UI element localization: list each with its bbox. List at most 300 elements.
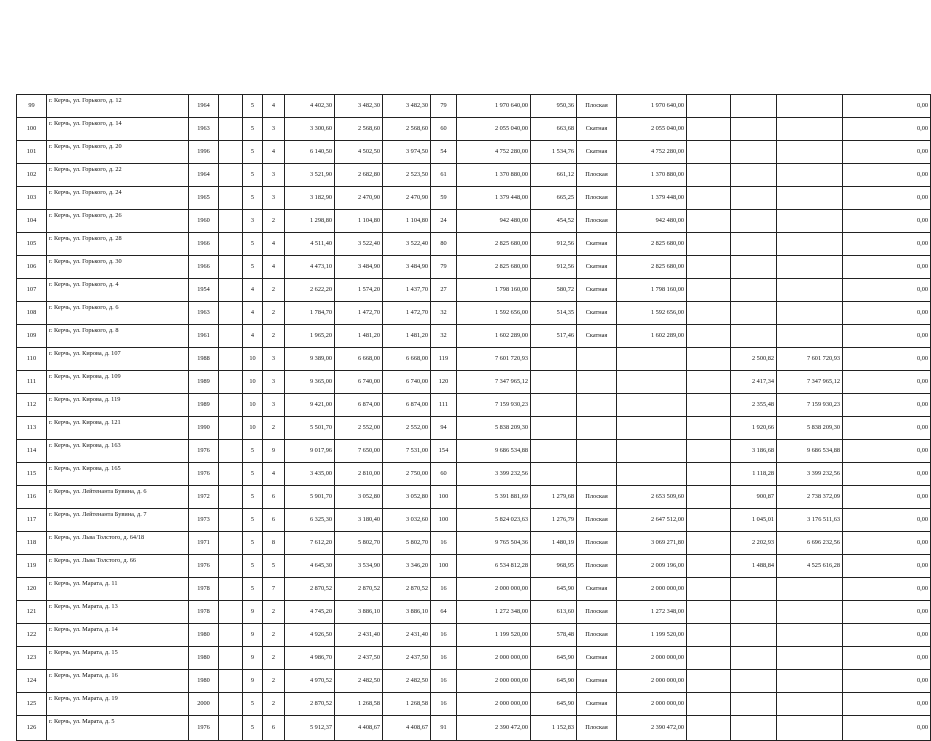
table-row [17, 394, 931, 417]
cell-c14 [687, 141, 731, 164]
cell-c6: 4 970,52 [285, 670, 335, 693]
cell-c3 [219, 624, 243, 647]
cell-year: 1978 [189, 578, 219, 601]
cell-c4: 5 [243, 187, 263, 210]
cell-c6: 2 870,52 [285, 693, 335, 716]
cell-c15 [731, 325, 777, 348]
cell-c9: 79 [431, 256, 457, 279]
table-row [17, 624, 931, 647]
cell-c7: 4 502,50 [335, 141, 383, 164]
cell-c7: 1 104,80 [335, 210, 383, 233]
cell-n: 105 [17, 233, 47, 256]
cell-c6: 6 140,50 [285, 141, 335, 164]
table-row [17, 440, 931, 463]
table-row [17, 509, 931, 532]
cell-c12: Скатная [577, 233, 617, 256]
cell-c4: 5 [243, 118, 263, 141]
cell-year: 1990 [189, 417, 219, 440]
cell-addr: г. Керчь, ул. Льва Толстого, д. 64/18 [47, 532, 189, 555]
cell-year: 1980 [189, 670, 219, 693]
cell-c7: 3 522,40 [335, 233, 383, 256]
cell-c4: 5 [243, 233, 263, 256]
cell-addr: г. Керчь, ул. Марата, д. 5 [47, 716, 189, 741]
cell-c17: 0,00 [843, 601, 931, 624]
cell-year: 1976 [189, 555, 219, 578]
cell-c9: 16 [431, 624, 457, 647]
table-body [17, 95, 931, 741]
cell-n: 102 [17, 164, 47, 187]
cell-c15: 1 045,01 [731, 509, 777, 532]
cell-year: 1996 [189, 141, 219, 164]
cell-c12: Плоская [577, 509, 617, 532]
cell-c11: 661,12 [531, 164, 577, 187]
cell-addr: г. Керчь, ул. Горького, д. 8 [47, 325, 189, 348]
cell-c10: 7 159 930,23 [457, 394, 531, 417]
cell-c14 [687, 532, 731, 555]
cell-c17: 0,00 [843, 486, 931, 509]
cell-c15 [731, 256, 777, 279]
cell-c10: 1 602 289,00 [457, 325, 531, 348]
cell-c5: 2 [263, 417, 285, 440]
cell-c3 [219, 371, 243, 394]
cell-c13: 2 825 680,00 [617, 233, 687, 256]
cell-c13: 2 000 000,00 [617, 647, 687, 670]
cell-c17: 0,00 [843, 509, 931, 532]
cell-c5: 8 [263, 532, 285, 555]
cell-c7: 4 408,67 [335, 716, 383, 741]
cell-c5: 2 [263, 302, 285, 325]
cell-c3 [219, 693, 243, 716]
cell-c4: 5 [243, 164, 263, 187]
cell-c9: 16 [431, 670, 457, 693]
cell-year: 1978 [189, 601, 219, 624]
cell-n: 109 [17, 325, 47, 348]
cell-c17: 0,00 [843, 256, 931, 279]
cell-c13: 3 069 271,80 [617, 532, 687, 555]
cell-c13: 2 647 512,00 [617, 509, 687, 532]
cell-year: 1976 [189, 440, 219, 463]
cell-year: 1966 [189, 256, 219, 279]
cell-c9: 16 [431, 532, 457, 555]
cell-c6: 7 612,20 [285, 532, 335, 555]
cell-c6: 9 421,00 [285, 394, 335, 417]
table-row [17, 371, 931, 394]
cell-c16 [777, 647, 843, 670]
cell-addr: г. Керчь, ул. Горького, д. 12 [47, 95, 189, 118]
cell-c4: 10 [243, 371, 263, 394]
table-row [17, 647, 931, 670]
cell-c17: 0,00 [843, 440, 931, 463]
cell-c6: 9 365,00 [285, 371, 335, 394]
cell-c13 [617, 394, 687, 417]
cell-c10: 2 000 000,00 [457, 647, 531, 670]
cell-c8: 2 870,52 [383, 578, 431, 601]
cell-n: 115 [17, 463, 47, 486]
cell-c16: 7 347 965,12 [777, 371, 843, 394]
cell-c12: Скатная [577, 670, 617, 693]
cell-c8: 2 552,00 [383, 417, 431, 440]
cell-c7: 7 650,00 [335, 440, 383, 463]
cell-c5: 5 [263, 555, 285, 578]
table-row [17, 233, 931, 256]
cell-c11 [531, 394, 577, 417]
cell-c15 [731, 647, 777, 670]
cell-c11: 665,25 [531, 187, 577, 210]
cell-c13 [617, 463, 687, 486]
table-row [17, 325, 931, 348]
cell-c8: 1 481,20 [383, 325, 431, 348]
cell-n: 103 [17, 187, 47, 210]
cell-c17: 0,00 [843, 716, 931, 741]
table-row [17, 555, 931, 578]
cell-c12: Плоская [577, 486, 617, 509]
cell-c16 [777, 279, 843, 302]
cell-c10: 1 199 520,00 [457, 624, 531, 647]
cell-c4: 4 [243, 302, 263, 325]
cell-c6: 9 017,96 [285, 440, 335, 463]
cell-c5: 2 [263, 670, 285, 693]
cell-c14 [687, 417, 731, 440]
cell-c10: 2 390 472,00 [457, 716, 531, 741]
cell-c15: 2 417,34 [731, 371, 777, 394]
cell-c10: 942 480,00 [457, 210, 531, 233]
cell-c7: 3 180,40 [335, 509, 383, 532]
cell-c11: 1 279,68 [531, 486, 577, 509]
cell-c10: 9 686 534,88 [457, 440, 531, 463]
cell-c15: 900,87 [731, 486, 777, 509]
cell-c17: 0,00 [843, 279, 931, 302]
cell-c7: 5 802,70 [335, 532, 383, 555]
cell-c12: Скатная [577, 279, 617, 302]
cell-c14 [687, 95, 731, 118]
cell-c9: 100 [431, 509, 457, 532]
table-row [17, 463, 931, 486]
cell-c9: 60 [431, 118, 457, 141]
cell-c10: 1 970 640,00 [457, 95, 531, 118]
cell-c17: 0,00 [843, 325, 931, 348]
cell-c5: 4 [263, 141, 285, 164]
cell-c14 [687, 647, 731, 670]
cell-n: 126 [17, 716, 47, 741]
cell-c16 [777, 210, 843, 233]
cell-c17: 0,00 [843, 555, 931, 578]
cell-c15 [731, 233, 777, 256]
cell-c12 [577, 348, 617, 371]
cell-c15 [731, 118, 777, 141]
cell-c8: 1 437,70 [383, 279, 431, 302]
cell-year: 1989 [189, 394, 219, 417]
cell-addr: г. Керчь, ул. Кирова, д. 165 [47, 463, 189, 486]
cell-c11: 580,72 [531, 279, 577, 302]
cell-c12: Плоская [577, 624, 617, 647]
table-row [17, 601, 931, 624]
cell-c13: 2 000 000,00 [617, 693, 687, 716]
cell-c11 [531, 440, 577, 463]
cell-c9: 54 [431, 141, 457, 164]
cell-c10: 4 752 280,00 [457, 141, 531, 164]
cell-c8: 1 104,80 [383, 210, 431, 233]
cell-addr: г. Керчь, ул. Кирова, д. 121 [47, 417, 189, 440]
cell-c3 [219, 256, 243, 279]
cell-c4: 5 [243, 716, 263, 741]
cell-c15 [731, 670, 777, 693]
cell-c7: 1 472,70 [335, 302, 383, 325]
cell-addr: г. Керчь, ул. Марата, д. 19 [47, 693, 189, 716]
cell-c13: 942 480,00 [617, 210, 687, 233]
cell-c7: 6 740,00 [335, 371, 383, 394]
cell-c7: 1 268,58 [335, 693, 383, 716]
cell-c13: 1 199 520,00 [617, 624, 687, 647]
cell-c3 [219, 302, 243, 325]
cell-c5: 2 [263, 601, 285, 624]
cell-c9: 32 [431, 302, 457, 325]
cell-c7: 2 682,80 [335, 164, 383, 187]
cell-c4: 10 [243, 394, 263, 417]
cell-n: 101 [17, 141, 47, 164]
cell-addr: г. Керчь, ул. Горького, д. 14 [47, 118, 189, 141]
cell-c14 [687, 555, 731, 578]
cell-c9: 119 [431, 348, 457, 371]
cell-c9: 24 [431, 210, 457, 233]
cell-c8: 3 484,90 [383, 256, 431, 279]
cell-c13: 1 370 880,00 [617, 164, 687, 187]
cell-c3 [219, 118, 243, 141]
cell-c14 [687, 118, 731, 141]
table-row [17, 256, 931, 279]
cell-c16 [777, 302, 843, 325]
cell-c4: 9 [243, 624, 263, 647]
cell-c15: 1 920,66 [731, 417, 777, 440]
cell-c11: 514,35 [531, 302, 577, 325]
cell-year: 1988 [189, 348, 219, 371]
cell-c8: 2 431,40 [383, 624, 431, 647]
cell-c16 [777, 187, 843, 210]
cell-c17: 0,00 [843, 371, 931, 394]
cell-c7: 3 052,80 [335, 486, 383, 509]
cell-c5: 2 [263, 624, 285, 647]
cell-c10: 2 000 000,00 [457, 693, 531, 716]
table-row [17, 118, 931, 141]
cell-c16: 6 696 232,56 [777, 532, 843, 555]
cell-c13 [617, 417, 687, 440]
cell-c4: 5 [243, 555, 263, 578]
cell-c8: 2 482,50 [383, 670, 431, 693]
cell-c5: 4 [263, 463, 285, 486]
cell-n: 108 [17, 302, 47, 325]
cell-c17: 0,00 [843, 141, 931, 164]
cell-addr: г. Керчь, ул. Лейтенанта Бувина, д. 6 [47, 486, 189, 509]
cell-c8: 4 408,67 [383, 716, 431, 741]
cell-c3 [219, 279, 243, 302]
cell-c7: 3 534,90 [335, 555, 383, 578]
cell-c7: 2 482,50 [335, 670, 383, 693]
cell-addr: г. Керчь, ул. Кирова, д. 119 [47, 394, 189, 417]
cell-c9: 16 [431, 647, 457, 670]
cell-c3 [219, 348, 243, 371]
cell-c10: 2 055 040,00 [457, 118, 531, 141]
cell-c11 [531, 417, 577, 440]
cell-c4: 10 [243, 348, 263, 371]
cell-c14 [687, 601, 731, 624]
cell-c3 [219, 555, 243, 578]
cell-c3 [219, 647, 243, 670]
cell-c11: 645,90 [531, 670, 577, 693]
cell-addr: г. Керчь, ул. Кирова, д. 163 [47, 440, 189, 463]
cell-c10: 9 765 504,36 [457, 532, 531, 555]
cell-c12: Плоская [577, 187, 617, 210]
cell-c8: 1 268,58 [383, 693, 431, 716]
cell-c9: 16 [431, 578, 457, 601]
cell-addr: г. Керчь, ул. Горького, д. 20 [47, 141, 189, 164]
cell-c13: 2 055 040,00 [617, 118, 687, 141]
cell-c12 [577, 463, 617, 486]
cell-c5: 2 [263, 279, 285, 302]
cell-c14 [687, 233, 731, 256]
table-row [17, 532, 931, 555]
cell-c5: 6 [263, 716, 285, 741]
cell-c7: 2 437,50 [335, 647, 383, 670]
cell-c8: 3 522,40 [383, 233, 431, 256]
cell-c16 [777, 578, 843, 601]
cell-c7: 6 668,00 [335, 348, 383, 371]
cell-c9: 111 [431, 394, 457, 417]
cell-c12: Скатная [577, 302, 617, 325]
cell-addr: г. Керчь, ул. Кирова, д. 109 [47, 371, 189, 394]
cell-c11: 1 276,79 [531, 509, 577, 532]
cell-c11 [531, 371, 577, 394]
cell-c6: 1 965,20 [285, 325, 335, 348]
cell-c6: 3 182,90 [285, 187, 335, 210]
cell-c10: 7 347 965,12 [457, 371, 531, 394]
cell-c14 [687, 256, 731, 279]
cell-c3 [219, 325, 243, 348]
cell-c6: 4 402,30 [285, 95, 335, 118]
cell-c5: 3 [263, 394, 285, 417]
cell-c6: 1 784,70 [285, 302, 335, 325]
cell-c9: 100 [431, 486, 457, 509]
cell-c14 [687, 394, 731, 417]
cell-c5: 6 [263, 509, 285, 532]
cell-c7: 2 431,40 [335, 624, 383, 647]
cell-c10: 5 824 023,63 [457, 509, 531, 532]
cell-n: 110 [17, 348, 47, 371]
cell-c3 [219, 187, 243, 210]
cell-c9: 60 [431, 463, 457, 486]
cell-c6: 4 511,40 [285, 233, 335, 256]
cell-c16 [777, 141, 843, 164]
cell-c5: 4 [263, 233, 285, 256]
cell-c4: 9 [243, 670, 263, 693]
cell-c12: Плоская [577, 601, 617, 624]
cell-c16 [777, 716, 843, 741]
cell-c5: 3 [263, 164, 285, 187]
cell-c10: 2 825 680,00 [457, 233, 531, 256]
cell-c4: 5 [243, 256, 263, 279]
cell-c11: 912,56 [531, 256, 577, 279]
cell-c12: Плоская [577, 164, 617, 187]
cell-c6: 4 645,30 [285, 555, 335, 578]
cell-c8: 3 052,80 [383, 486, 431, 509]
cell-n: 120 [17, 578, 47, 601]
cell-c17: 0,00 [843, 624, 931, 647]
cell-c13: 2 009 196,00 [617, 555, 687, 578]
cell-c10: 1 272 348,00 [457, 601, 531, 624]
cell-c15: 3 186,68 [731, 440, 777, 463]
cell-c11: 912,56 [531, 233, 577, 256]
cell-year: 2000 [189, 693, 219, 716]
cell-c12: Плоская [577, 95, 617, 118]
cell-c17: 0,00 [843, 187, 931, 210]
cell-year: 1976 [189, 716, 219, 741]
cell-c16 [777, 164, 843, 187]
cell-c8: 3 886,10 [383, 601, 431, 624]
cell-c8: 2 470,90 [383, 187, 431, 210]
cell-c16 [777, 601, 843, 624]
cell-c11: 517,46 [531, 325, 577, 348]
cell-c6: 4 986,70 [285, 647, 335, 670]
cell-c14 [687, 325, 731, 348]
cell-c9: 64 [431, 601, 457, 624]
cell-c11: 950,36 [531, 95, 577, 118]
cell-c9: 61 [431, 164, 457, 187]
cell-c4: 5 [243, 440, 263, 463]
cell-c12: Скатная [577, 325, 617, 348]
cell-c15 [731, 716, 777, 741]
cell-c14 [687, 440, 731, 463]
cell-addr: г. Керчь, ул. Марата, д. 15 [47, 647, 189, 670]
cell-c14 [687, 302, 731, 325]
cell-c17: 0,00 [843, 394, 931, 417]
cell-c14 [687, 371, 731, 394]
cell-n: 119 [17, 555, 47, 578]
cell-c6: 6 325,30 [285, 509, 335, 532]
cell-c17: 0,00 [843, 348, 931, 371]
cell-addr: г. Керчь, ул. Марата, д. 11 [47, 578, 189, 601]
cell-c3 [219, 486, 243, 509]
cell-addr: г. Керчь, ул. Горького, д. 24 [47, 187, 189, 210]
cell-c7: 2 810,00 [335, 463, 383, 486]
cell-c4: 3 [243, 210, 263, 233]
cell-year: 1960 [189, 210, 219, 233]
cell-c11 [531, 463, 577, 486]
cell-c12 [577, 440, 617, 463]
cell-c14 [687, 624, 731, 647]
cell-c6: 1 298,80 [285, 210, 335, 233]
cell-c11: 1 534,76 [531, 141, 577, 164]
cell-c3 [219, 95, 243, 118]
cell-c9: 94 [431, 417, 457, 440]
cell-c14 [687, 463, 731, 486]
cell-c14 [687, 716, 731, 741]
cell-c15: 1 488,84 [731, 555, 777, 578]
cell-c16: 4 525 616,28 [777, 555, 843, 578]
cell-c7: 6 874,00 [335, 394, 383, 417]
cell-c17: 0,00 [843, 532, 931, 555]
cell-n: 122 [17, 624, 47, 647]
cell-year: 1964 [189, 164, 219, 187]
cell-c13 [617, 371, 687, 394]
cell-n: 106 [17, 256, 47, 279]
housing-register-table [16, 94, 931, 741]
cell-c13: 1 970 640,00 [617, 95, 687, 118]
cell-c11 [531, 348, 577, 371]
cell-c12: Скатная [577, 141, 617, 164]
cell-c14 [687, 279, 731, 302]
cell-c8: 5 802,70 [383, 532, 431, 555]
cell-c4: 5 [243, 95, 263, 118]
cell-c7: 2 470,90 [335, 187, 383, 210]
cell-addr: г. Керчь, ул. Марата, д. 16 [47, 670, 189, 693]
